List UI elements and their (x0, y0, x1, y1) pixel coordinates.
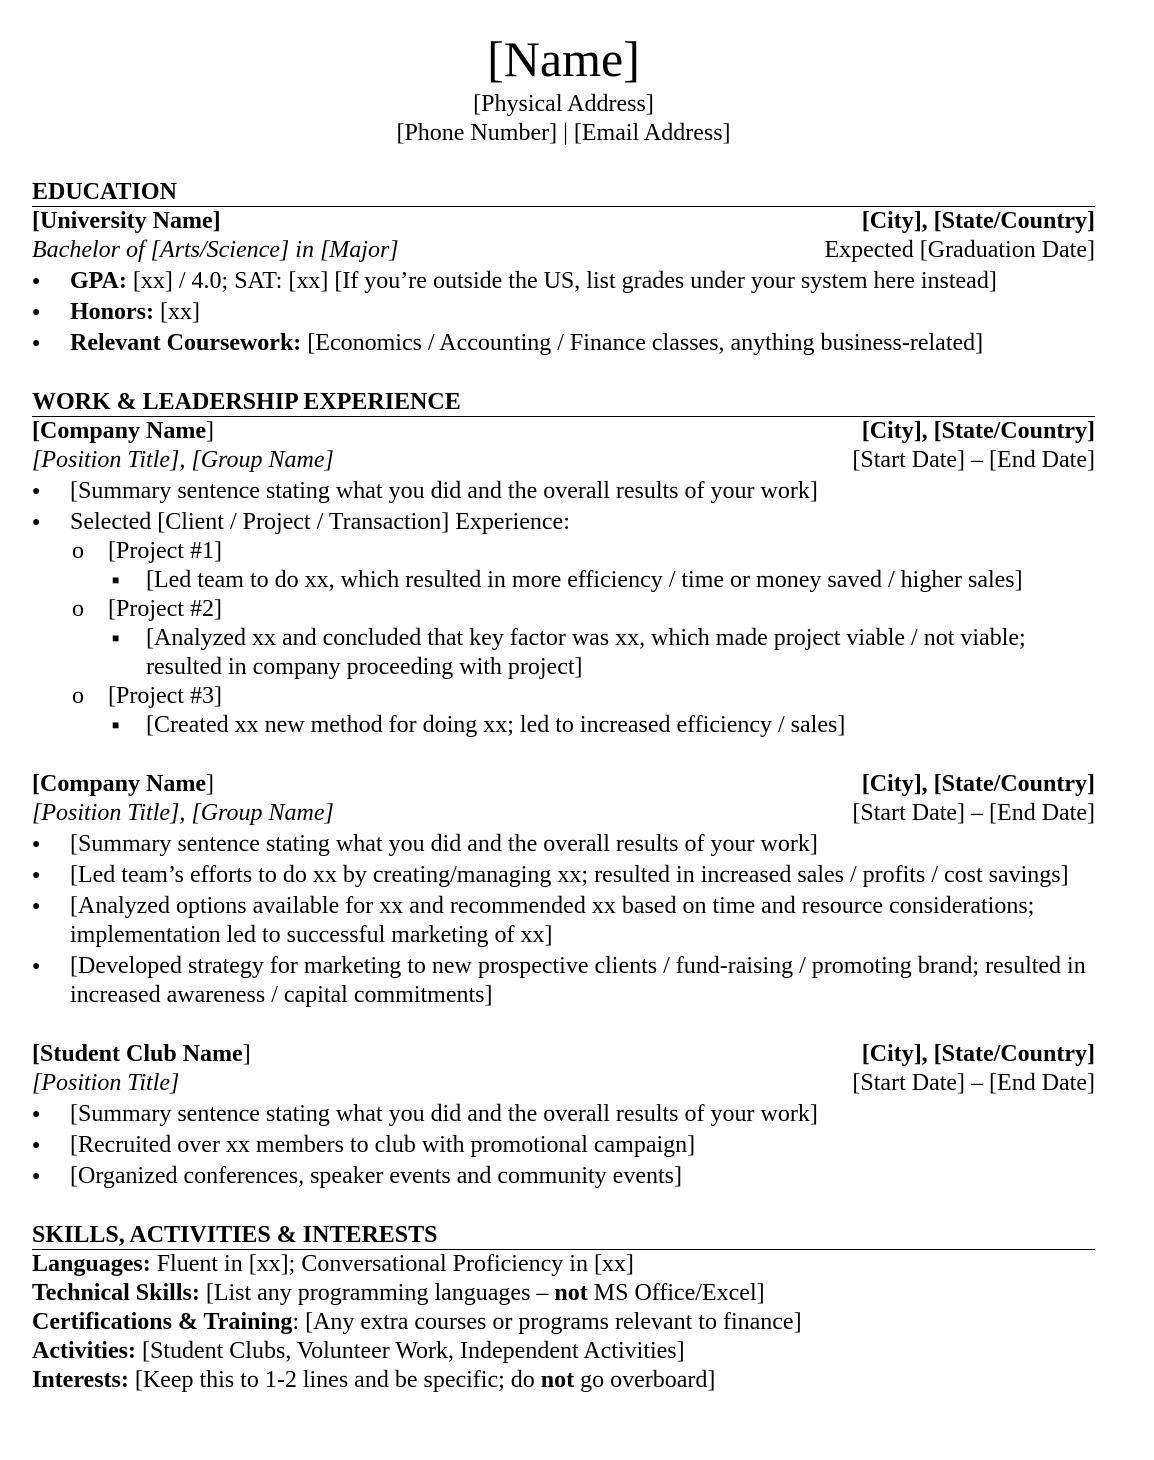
company-name (32, 417, 214, 446)
company-name-text: [Company Name (32, 418, 206, 444)
position-row (32, 1069, 1095, 1098)
bullet-text: [xx] / 4.0; SAT: [xx] [If you’re outside the US, list grades under your system here instead] (126, 268, 997, 294)
company-row (32, 1040, 1095, 1069)
club-bullets (32, 1100, 1095, 1191)
project-detail: ■ [Created xx new method for doing xx; led to increased efficiency / sales] (32, 711, 1095, 740)
university-row (32, 207, 1095, 236)
list-item (32, 329, 1095, 358)
skill-label: Certifications & Training (32, 1309, 293, 1335)
company-row (32, 417, 1095, 446)
skill-text: MS Office/Excel] (587, 1280, 765, 1306)
bullet-label: Honors: (70, 299, 154, 325)
date-range: [Start Date] – [End Date] (852, 1070, 1095, 1096)
bullet-label: Relevant Coursework: (70, 330, 302, 356)
languages-line (32, 1250, 1095, 1279)
section-title-skills: SKILLS, ACTIVITIES & INTERESTS (32, 1221, 1095, 1250)
bullet-text: [Economics / Accounting / Finance classes, anything business-related] (301, 330, 984, 356)
list-item: ● [Recruited over xx members to club with promotional campaign] (32, 1131, 1095, 1160)
bullet-text: [xx] (154, 299, 200, 325)
skill-text: [List any programming languages – (199, 1280, 555, 1306)
skill-text: [Keep this to 1-2 lines and be specific; do (128, 1367, 541, 1393)
job-entry-1 (32, 417, 1095, 740)
project-detail: ■ [Led team to do xx, which resulted in more efficiency / time or money saved / higher sales] (32, 566, 1095, 595)
skill-label: Languages: (32, 1251, 151, 1277)
activities-line (32, 1337, 1095, 1366)
project-item: o [Project #1] (32, 537, 1095, 566)
list-item: ● [Organized conferences, speaker events and community events] (32, 1162, 1095, 1191)
university-name: [University Name] (32, 208, 221, 234)
company-location: [City], [State/Country] (861, 771, 1095, 797)
company-name-text: [Company Name (32, 771, 206, 797)
degree: Bachelor of [Arts/Science] in [Major] (32, 237, 399, 263)
resume-page (32, 28, 1095, 1395)
position-row (32, 446, 1095, 475)
technical-skills-line (32, 1279, 1095, 1308)
company-name-bracket: ] (206, 771, 214, 797)
degree-row (32, 236, 1095, 265)
date-range: [Start Date] – [End Date] (852, 800, 1095, 826)
skill-label: Interests: (32, 1367, 129, 1393)
club-entry (32, 1040, 1095, 1191)
project-item: o [Project #2] (32, 595, 1095, 624)
position-title: [Position Title], [Group Name] (32, 447, 334, 473)
university-location: [City], [State/Country] (861, 208, 1095, 234)
company-name-bracket: ] (206, 418, 214, 444)
position-title: [Position Title] (32, 1070, 180, 1096)
physical-address: [Physical Address] (473, 91, 654, 117)
club-name (32, 1040, 251, 1069)
list-item: ● [Summary sentence stating what you did and the overall results of your work] (32, 830, 1095, 859)
list-item: ● [Led team’s efforts to do xx by creating/managing xx; resulted in increased sales / profits / cost savings] (32, 861, 1095, 890)
project-item: o [Project #3] (32, 682, 1095, 711)
skills-section (32, 1221, 1095, 1395)
spacer (32, 740, 1095, 770)
list-item: ● [Summary sentence stating what you did and the overall results of your work] (32, 477, 1095, 506)
graduation-date: Expected [Graduation Date] (824, 237, 1095, 263)
emphasis: not (554, 1280, 588, 1306)
list-item (32, 267, 1095, 296)
club-location: [City], [State/Country] (861, 1041, 1095, 1067)
job-bullets (32, 477, 1095, 740)
skill-text: Fluent in [xx]; Conversational Proficiency in [xx] (150, 1251, 634, 1277)
candidate-name: [Name] (487, 31, 640, 87)
job-entry-2 (32, 770, 1095, 1010)
resume-header (32, 28, 1095, 148)
list-item: ● Selected [Client / Project / Transaction] Experience: (32, 508, 1095, 537)
job-bullets (32, 830, 1095, 1010)
skill-text: go overboard] (574, 1367, 716, 1393)
spacer (32, 1010, 1095, 1040)
list-item (32, 298, 1095, 327)
education-bullets (32, 267, 1095, 358)
certifications-line (32, 1308, 1095, 1337)
date-range: [Start Date] – [End Date] (852, 447, 1095, 473)
company-name (32, 770, 214, 799)
interests-line (32, 1366, 1095, 1395)
education-section (32, 178, 1095, 358)
club-name-bracket: ] (242, 1041, 251, 1067)
skill-label: Activities: (32, 1338, 136, 1364)
contact-line: [Phone Number] | [Email Address] (396, 120, 731, 146)
skill-label: Technical Skills: (32, 1280, 200, 1306)
position-row (32, 799, 1095, 828)
company-location: [City], [State/Country] (861, 418, 1095, 444)
project-detail: ■ [Analyzed xx and concluded that key factor was xx, which made project viable / not viable; resulted in company proceeding with project] (32, 624, 1095, 682)
list-item: ● [Developed strategy for marketing to new prospective clients / fund-raising / promoting brand; resulted in increased awareness / capital commitments] (32, 952, 1095, 1010)
club-name-text: [Student Club Name (32, 1041, 243, 1067)
bullet-label: GPA: (70, 268, 127, 294)
company-row (32, 770, 1095, 799)
section-title-education: EDUCATION (32, 178, 1095, 207)
skill-text: : [Any extra courses or programs relevant to finance] (292, 1309, 802, 1335)
skill-text: [Student Clubs, Volunteer Work, Independent Activities] (135, 1338, 685, 1364)
emphasis: not (540, 1367, 575, 1393)
list-item: ● [Summary sentence stating what you did and the overall results of your work] (32, 1100, 1095, 1129)
section-title-experience: WORK & LEADERSHIP EXPERIENCE (32, 388, 1095, 417)
experience-section (32, 388, 1095, 1191)
position-title: [Position Title], [Group Name] (32, 800, 334, 826)
list-item: ● [Analyzed options available for xx and recommended xx based on time and resource considerations; implementation led to successful marketing of xx] (32, 892, 1095, 950)
